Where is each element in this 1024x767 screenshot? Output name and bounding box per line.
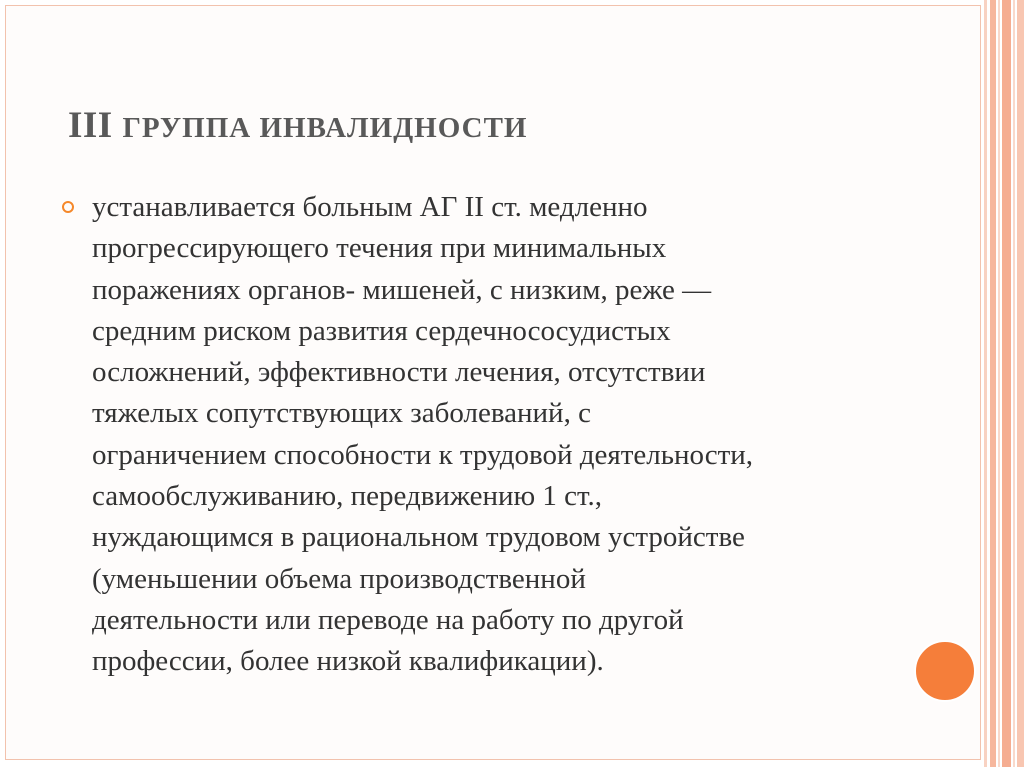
slide-title-rest: ГРУППА ИНВАЛИДНОСТИ [122, 112, 528, 144]
bullet-line: тяжелых сопутствующих заболеваний, с [92, 397, 591, 430]
decorative-stripe [990, 0, 996, 767]
decorative-stripe [998, 0, 1000, 767]
bullet-line: самообслуживанию, передвижению 1 ст., [92, 480, 603, 513]
slide-title-prefix: III [68, 105, 113, 146]
slide-title [68, 104, 528, 147]
bullet-line: ограничением способности к трудовой деятельности, [92, 438, 754, 471]
decorative-stripe [1017, 0, 1024, 767]
decorative-stripe [984, 0, 987, 767]
bullet-line: профессии, более низкой квалификации). [92, 645, 604, 678]
decorative-orange-circle [914, 640, 976, 702]
bullet-line: поражениях органов- мишеней, с низким, реже — [92, 273, 712, 306]
bullet-line: средним риском развития сердечнососудистых [92, 314, 671, 347]
bullet-circle-icon [62, 201, 74, 213]
bullet-line: устанавливается больным АГ II ст. медленно [92, 191, 648, 223]
bullet-line: (уменьшении объема производственной [92, 562, 586, 595]
bullet-line: прогрессирующего течения при минимальных [92, 232, 667, 265]
bullet-line: осложнений, эффективности лечения, отсутствии [92, 356, 706, 389]
bullet-line: нуждающимся в рациональном трудовом устройстве [92, 521, 745, 554]
decorative-stripe [1013, 0, 1015, 767]
bullet-text [92, 187, 892, 683]
decorative-stripe [1002, 0, 1011, 767]
bullet-line: деятельности или переводе на работу по другой [92, 603, 684, 636]
bullet-item [62, 187, 892, 683]
